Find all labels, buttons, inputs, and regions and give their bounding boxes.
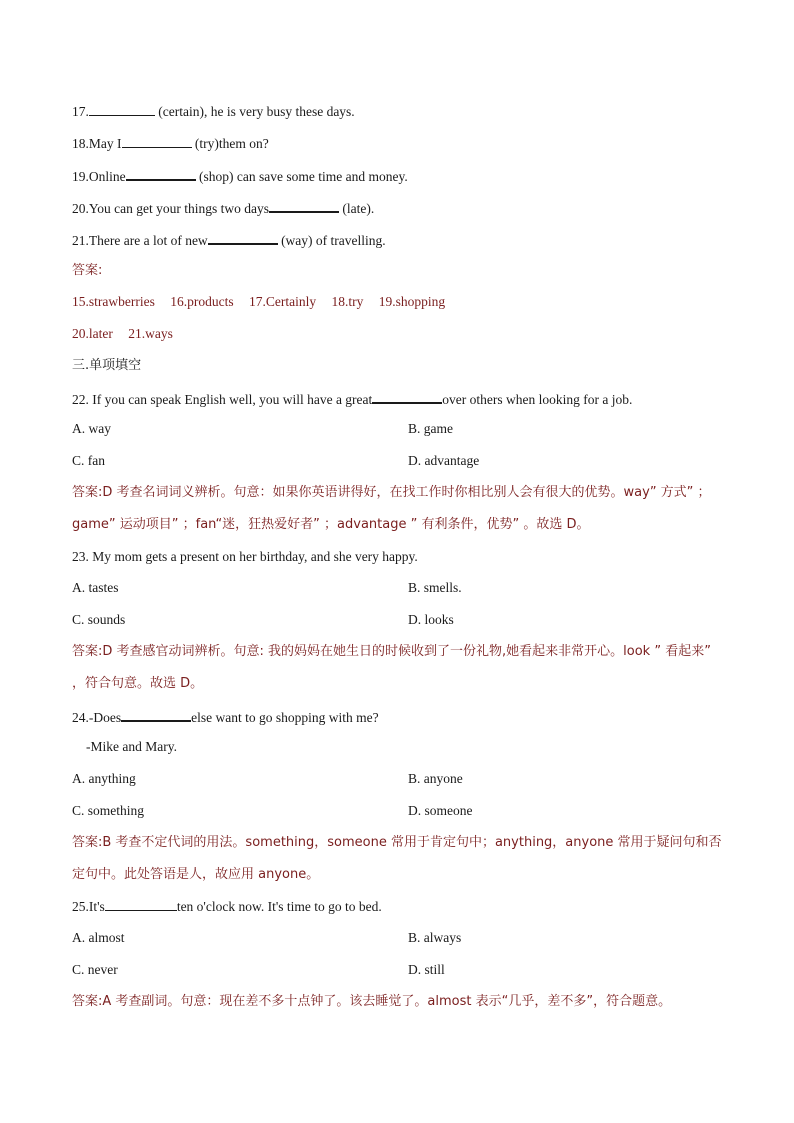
q24-suffix: else want to go shopping with me? (191, 710, 379, 725)
question-23: 23. My mom gets a present on her birthday, and she very happy. (72, 549, 418, 564)
q21-prefix: 21.There are a lot of new (72, 233, 208, 248)
question-19 (72, 166, 408, 186)
q25-blank (105, 897, 177, 911)
answer-item: 16.products (170, 294, 234, 309)
q23-option-a: A. tastes (72, 580, 119, 595)
q23-answer: 答案:D 考查感官动词辨析。句意: 我的妈妈在她生日的时候收到了一份礼物,她看起来非常开心。look ” 看起来” ，符合句意。故选 D。 (72, 644, 711, 691)
answer-item: 19.shopping (378, 294, 446, 309)
q23-option-d: D. looks (408, 612, 454, 627)
q25-prefix: 25.It's (72, 899, 105, 914)
answer-item: 18.try (331, 294, 364, 309)
q22-prefix: 22. If you can speak English well, you will have a great (72, 392, 373, 407)
question-24 (72, 707, 379, 727)
question-25 (72, 897, 382, 916)
q21-blank (208, 230, 278, 245)
q17-blank (89, 102, 155, 116)
q24-option-d: D. someone (408, 803, 473, 818)
q17-suffix: (certain), he is very busy these days. (154, 104, 355, 119)
answer-item: 17.Certainly (248, 294, 317, 309)
q24-option-c: C. something (72, 803, 145, 818)
q22-option-d: D. advantage (408, 453, 480, 468)
question-22 (72, 389, 632, 409)
q24-answer: 答案:B 考查不定代词的用法。something，someone 常用于肯定句中；anything，anyone 常用于疑问句和否定句中。此处答语是人，故应用 anyone。 (72, 835, 722, 882)
q24-option-a: A. anything (72, 771, 136, 786)
answer-item: 20.later (72, 326, 113, 341)
q18-blank (122, 134, 192, 148)
q25-option-b: B. always (408, 930, 462, 945)
question-18 (72, 134, 269, 153)
q19-prefix: 19.Online (72, 169, 126, 184)
q18-prefix: 18.May I (72, 136, 122, 151)
question-17 (72, 102, 355, 121)
q24-option-b: B. anyone (408, 771, 463, 786)
q22-option-a: A. way (72, 421, 111, 436)
q22-option-c: C. fan (72, 453, 105, 468)
q25-option-a: A. almost (72, 930, 125, 945)
q22-answer: 答案:D 考查名词词义辨析。句意：如果你英语讲得好，在找工作时你相比别人会有很大的优势。way” 方式” ；game” 运动项目” ；fan“迷，狂热爱好者” ；advantage ” 有利条件，优势” 。故选 D。 (72, 485, 711, 532)
q22-blank (372, 389, 442, 404)
q25-answer: 答案:A 考查副词。句意：现在差不多十点钟了。该去睡觉了。almost 表示“几乎，差不多”，符合题意。 (72, 994, 672, 1009)
q25-option-d: D. still (408, 962, 445, 977)
q20-blank (269, 198, 339, 213)
q22-option-b: B. game (408, 421, 453, 436)
q25-option-c: C. never (72, 962, 118, 977)
question-20 (72, 198, 374, 218)
q17-prefix: 17. (72, 104, 89, 119)
q20-prefix: 20.You can get your things two days (72, 201, 269, 216)
q25-suffix: ten o'clock now. It's time to go to bed. (176, 899, 382, 914)
question-21 (72, 230, 386, 250)
answers-row-2 (72, 325, 173, 343)
q24-blank (121, 707, 191, 722)
q22-suffix: over others when looking for a job. (442, 392, 633, 407)
q18-suffix: (try)them on? (191, 136, 269, 151)
answer-item: 21.ways (128, 326, 173, 341)
answers-heading: 答案: (72, 263, 103, 278)
answer-item: 15.strawberries (72, 294, 155, 309)
q24-prefix: 24.-Does (72, 710, 122, 725)
q19-suffix: (shop) can save some time and money. (195, 169, 408, 184)
section-title: 三.单项填空 (72, 358, 142, 373)
q24-reply: -Mike and Mary. (86, 739, 177, 754)
q23-option-c: C. sounds (72, 612, 126, 627)
q21-suffix: (way) of travelling. (277, 233, 386, 248)
q20-suffix: (late). (339, 201, 375, 216)
q23-option-b: B. smells. (408, 580, 462, 595)
answers-row-1 (72, 293, 445, 311)
q19-blank (126, 166, 196, 181)
